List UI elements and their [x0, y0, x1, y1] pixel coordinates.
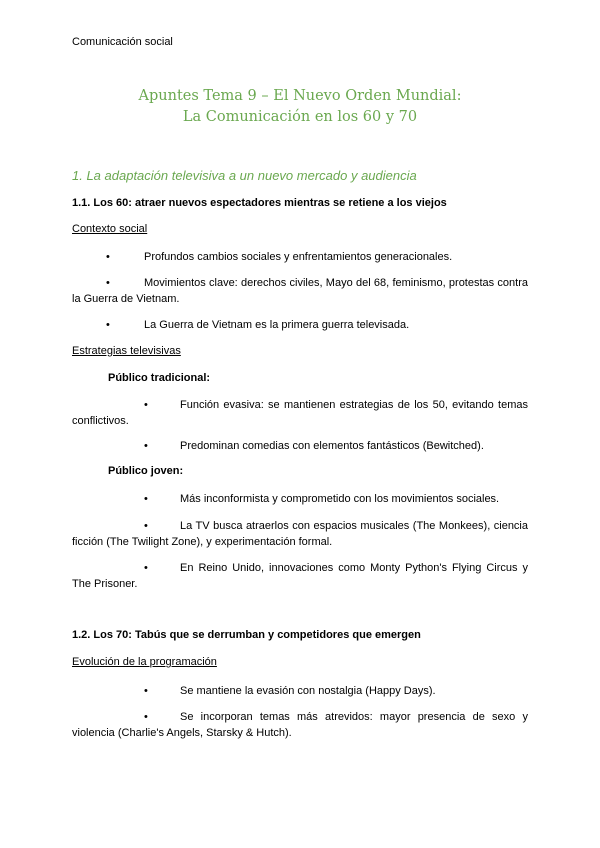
list-item: • Se mantiene la evasión con nostalgia (Happy Days). [144, 685, 436, 697]
list-item: • La TV busca atraerlos con espacios musicales (The Monkees), ciencia ficción (The Twilight Zone), y experimentación formal. [72, 520, 528, 548]
list-item: • Más inconformista y comprometido con los movimientos sociales. [144, 493, 500, 505]
bullet-icon: • [144, 685, 148, 697]
document-title [0, 86, 600, 128]
bullet-icon: • [144, 440, 148, 452]
title-line-1: Apuntes Tema 9 – El Nuevo Orden Mundial: [138, 88, 462, 104]
subsection-1-1-heading: 1.1. Los 60: atraer nuevos espectadores mientras se retiene a los viejos [72, 197, 447, 209]
bullet-icon: • [144, 493, 148, 505]
bullet-icon: • [106, 319, 110, 331]
list-item: • Función evasiva: se mantienen estrategias de los 50, evitando temas conflictivos. [72, 399, 528, 427]
estrategias-televisivas-label: Estrategias televisivas [72, 345, 181, 357]
title-line-2: La Comunicación en los 60 y 70 [182, 109, 418, 125]
page-header: Comunicación social [72, 36, 173, 48]
publico-tradicional-label: Público tradicional: [108, 372, 211, 384]
list-item: • Se incorporan temas más atrevidos: mayor presencia de sexo y violencia (Charlie's Angels, Starsky & Hutch). [72, 711, 528, 739]
bullet-icon: • [106, 251, 110, 263]
bullet-icon: • [106, 277, 110, 289]
list-item: • Profundos cambios sociales y enfrentamientos generacionales. [106, 251, 453, 263]
list-item: • La Guerra de Vietnam es la primera guerra televisada. [106, 319, 410, 331]
subsection-1-2-heading: 1.2. Los 70: Tabús que se derrumban y competidores que emergen [72, 629, 421, 641]
list-item: • En Reino Unido, innovaciones como Monty Python's Flying Circus y The Prisoner. [72, 562, 528, 590]
bullet-icon: • [144, 562, 148, 574]
contexto-social-label: Contexto social [72, 223, 148, 235]
bullet-icon: • [144, 520, 148, 532]
bullet-icon: • [144, 711, 148, 723]
evolucion-programacion-label: Evolución de la programación [72, 656, 217, 668]
section-1-heading: 1. La adaptación televisiva a un nuevo mercado y audiencia [72, 168, 417, 183]
list-item: • Movimientos clave: derechos civiles, Mayo del 68, feminismo, protestas contra la Guerra de Vietnam. [72, 277, 528, 305]
publico-joven-label: Público joven: [108, 465, 184, 477]
bullet-icon: • [144, 399, 148, 411]
list-item: • Predominan comedias con elementos fantásticos (Bewitched). [144, 440, 484, 452]
